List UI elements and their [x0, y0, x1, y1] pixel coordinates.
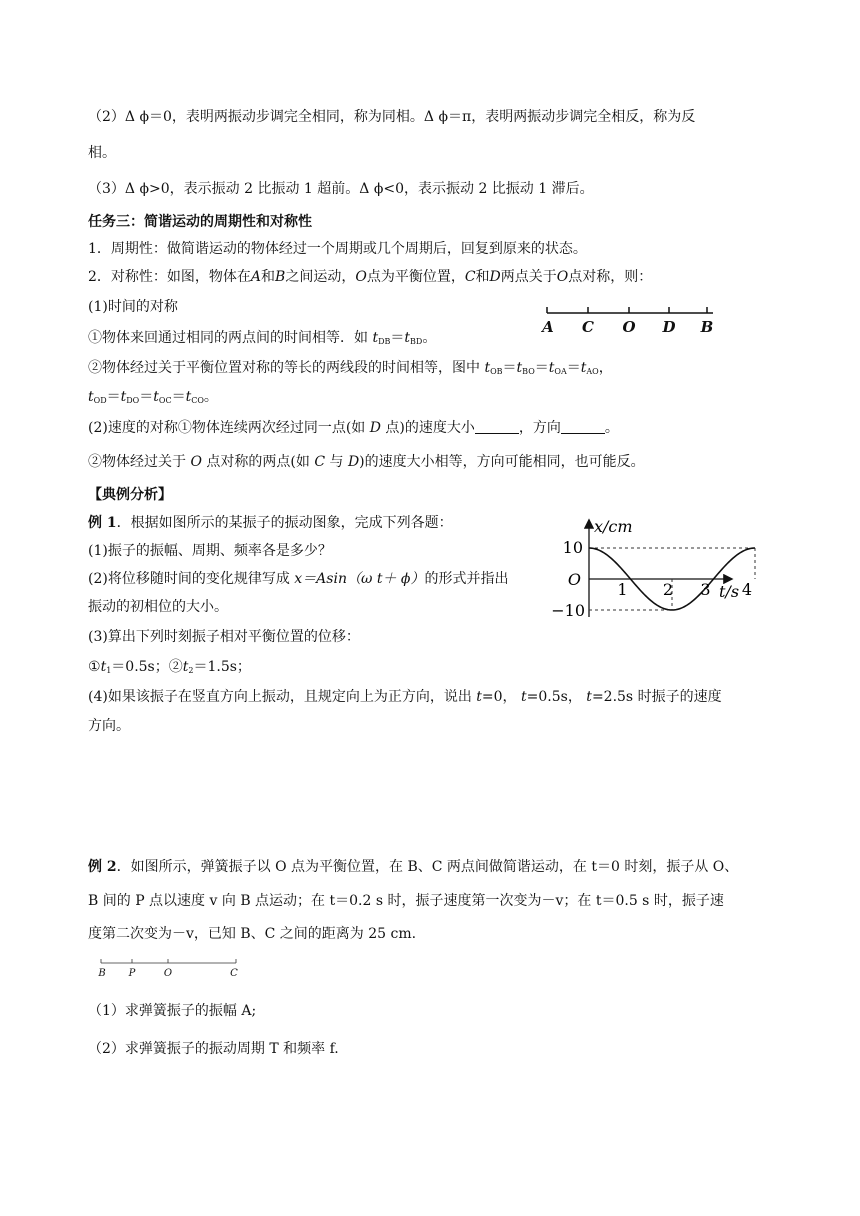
symmetry-axis-figure — [535, 302, 725, 340]
speed-symmetry-2: ②物体经过关于 O 点对称的两点(如 C 与 D)的速度大小相等，方向可能相同，也可能反。 — [88, 454, 645, 470]
fig-label-O: O — [163, 968, 173, 979]
ex2-line1: 例 2．如图所示，弹簧振子以 O 点为平衡位置，在 B、C 两点间做简谐运动，在 t＝0 时刻，振子从 O、 — [88, 859, 739, 875]
para-2-line1: （2）Δ ϕ＝0，表明两振动步调完全相同，称为同相。Δ ϕ＝π，表明两振动步调完全相反，称为反 — [88, 109, 696, 125]
fig-label-P: P — [128, 968, 136, 979]
speed-symmetry-1: (2)速度的对称①物体连续两次经过同一点(如 D 点)的速度大小 ，方向 。 — [88, 420, 619, 436]
task3-title: 任务三：简谐运动的周期性和对称性 — [88, 214, 312, 230]
axis-label-B: B — [700, 318, 714, 336]
y-tick-neg10: −10 — [551, 601, 585, 620]
x-axis-label: t/s — [719, 582, 740, 601]
ex1-q4b: 方向。 — [88, 718, 130, 734]
x-tick-1: 1 — [617, 580, 628, 599]
para-3: （3）Δ ϕ>0，表示振动 2 比振动 1 超前。Δ ϕ<0，表示振动 2 比振动 1 滞后。 — [88, 181, 594, 197]
y-axis-label: x/cm — [594, 517, 633, 536]
examples-title: 【典例分析】 — [88, 487, 172, 503]
ex1-intro: 例 1．根据如图所示的某振子的振动图象，完成下列各题： — [88, 515, 453, 531]
para-2-line2: 相。 — [88, 145, 116, 161]
axis-ticks — [547, 307, 707, 313]
x-tick-2: 2 — [662, 580, 674, 599]
fig-label-C: C — [230, 968, 238, 979]
ex1-q3-items: $①t_1=0.5s$；$②t_2=1.5s$； — [88, 659, 251, 675]
spring-oscillator-figure — [96, 955, 246, 981]
symmetry: 2．对称性：如图，物体在A和B之间运动，O点为平衡位置，C和D两点关于O点对称，则： — [88, 269, 653, 285]
axis-label-C: C — [582, 318, 594, 336]
origin-label: O — [567, 570, 581, 589]
x-tick-3: 3 — [700, 580, 711, 599]
y-tick-10: 10 — [562, 538, 583, 557]
ex2-line2: B 间的 P 点以速度 v 向 B 点运动；在 t＝0.2 s 时，振子速度第一次变为－v；在 t＝0.5 s 时，振子速 — [88, 893, 724, 909]
ex1-q2b: 振动的初相位的大小。 — [88, 599, 228, 615]
time-symmetry-2: ②物体经过关于平衡位置对称的等长的两线段的时间相等，图中 $t_{OB}=t_{BO}=t_{OA}=t_{AO}$， — [88, 360, 613, 376]
answer-blank-1[interactable] — [475, 419, 519, 434]
axis-label-A: A — [542, 318, 554, 336]
fig-label-B: B — [98, 968, 106, 979]
x-tick-4: 4 — [741, 580, 753, 599]
ex1-q2a: (2)将位移随时间的变化规律写成 x＝Asin（ω t＋ ϕ）的形式并指出 — [88, 571, 509, 587]
vibration-graph — [545, 515, 753, 625]
time-symmetry-title: (1)时间的对称 — [88, 299, 178, 315]
ex2-q2: （2）求弹簧振子的振动周期 T 和频率 f. — [88, 1041, 339, 1057]
answer-blank-2[interactable] — [561, 419, 605, 434]
time-symmetry-3: $t_{OD}=t_{DO}=t_{OC}=t_{CO}$。 — [88, 389, 218, 405]
ex2-line3: 度第二次变为－v，已知 B、C 之间的距离为 25 cm. — [88, 926, 417, 942]
periodicity: 1．周期性：做简谐运动的物体经过一个周期或几个周期后，回复到原来的状态。 — [88, 241, 587, 257]
axis-label-O: O — [622, 318, 636, 336]
axis-label-D: D — [662, 318, 676, 336]
ex2-q1: （1）求弹簧振子的振幅 A; — [88, 1003, 257, 1019]
ex1-q1: (1)振子的振幅、周期、频率各是多少？ — [88, 543, 332, 559]
time-symmetry-1: ①物体来回通过相同的两点间的时间相等．如 $t_{DB}=t_{BD}$。 — [88, 330, 437, 346]
ex1-q4a: (4)如果该振子在竖直方向上振动，且规定向上为正方向，说出 t=0， t=0.5s， t=2.5s 时振子的速度 — [88, 689, 722, 705]
ex1-q3: (3)算出下列时刻振子相对平衡位置的位移： — [88, 629, 360, 645]
